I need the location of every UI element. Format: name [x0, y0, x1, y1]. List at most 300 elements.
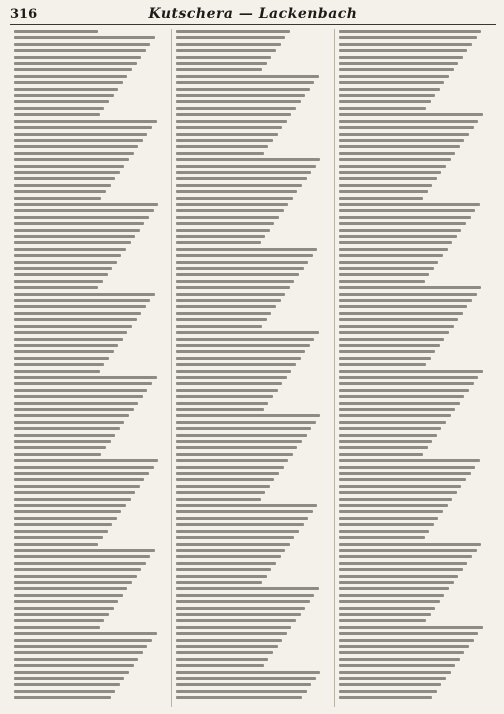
- directory-entry: [176, 426, 329, 432]
- directory-entry: [339, 35, 492, 41]
- entry-placeholder: [14, 273, 108, 276]
- entry-placeholder: [176, 523, 303, 526]
- entry-placeholder: [14, 267, 112, 270]
- entry-placeholder: [176, 696, 302, 699]
- entry-placeholder: [176, 664, 263, 667]
- entry-placeholder: [339, 568, 463, 571]
- entry-placeholder: [339, 280, 425, 283]
- entry-placeholder: [176, 690, 306, 693]
- entry-placeholder: [176, 273, 299, 276]
- directory-entry: [176, 682, 329, 688]
- directory-entry: [14, 458, 167, 464]
- entry-placeholder: [176, 267, 303, 270]
- directory-entry: [176, 330, 329, 336]
- entry-placeholder: [176, 62, 266, 65]
- entry-placeholder: [339, 523, 434, 526]
- entry-placeholder: [339, 293, 477, 296]
- entry-placeholder: [14, 171, 120, 174]
- entry-placeholder: [14, 312, 141, 315]
- entry-placeholder: [339, 254, 443, 257]
- entry-placeholder: [14, 568, 141, 571]
- entry-placeholder: [14, 491, 135, 494]
- entry-placeholder: [14, 696, 111, 699]
- running-title: Kutschera — Lackenbach: [148, 6, 358, 22]
- entry-placeholder: [176, 139, 273, 142]
- entry-placeholder: [339, 530, 429, 533]
- entry-placeholder: [339, 152, 456, 155]
- entry-placeholder: [14, 241, 131, 244]
- entry-placeholder: [14, 216, 149, 219]
- entry-placeholder: [14, 517, 117, 520]
- entry-placeholder: [176, 446, 297, 449]
- entry-placeholder: [176, 318, 266, 321]
- entry-placeholder: [176, 113, 291, 116]
- entry-placeholder: [14, 619, 104, 622]
- entry-placeholder: [14, 293, 155, 296]
- directory-entry: [14, 35, 167, 41]
- entry-placeholder: [176, 357, 300, 360]
- entry-placeholder: [176, 241, 260, 244]
- entry-placeholder: [339, 49, 468, 52]
- entry-placeholder: [176, 56, 271, 59]
- directory-column-1: [10, 29, 171, 707]
- entry-placeholder: [339, 216, 471, 219]
- entry-placeholder: [176, 120, 286, 123]
- entry-placeholder: [339, 395, 465, 398]
- entry-placeholder: [14, 594, 123, 597]
- entry-placeholder: [176, 36, 285, 39]
- directory-entry: [339, 369, 492, 375]
- entry-placeholder: [14, 613, 109, 616]
- entry-placeholder: [176, 478, 274, 481]
- directory-entry: [176, 337, 329, 343]
- entry-placeholder: [176, 536, 294, 539]
- entry-placeholder: [176, 229, 270, 232]
- entry-placeholder: [176, 472, 279, 475]
- entry-placeholder: [339, 408, 456, 411]
- entry-placeholder: [14, 222, 144, 225]
- entry-placeholder: [14, 472, 149, 475]
- entry-placeholder: [176, 498, 260, 501]
- entry-placeholder: [14, 382, 152, 385]
- entry-placeholder: [176, 293, 285, 296]
- directory-entry: [14, 48, 167, 54]
- entry-placeholder: [339, 626, 483, 629]
- entry-placeholder: [14, 690, 115, 693]
- entry-placeholder: [339, 472, 471, 475]
- entry-placeholder: [339, 235, 457, 238]
- entry-placeholder: [14, 81, 123, 84]
- entry-placeholder: [339, 632, 479, 635]
- entry-placeholder: [176, 530, 299, 533]
- entry-placeholder: [339, 126, 474, 129]
- directory-entry: [14, 208, 167, 214]
- entry-placeholder: [339, 88, 440, 91]
- entry-placeholder: [339, 581, 454, 584]
- entry-placeholder: [14, 530, 108, 533]
- entry-placeholder: [176, 350, 305, 353]
- directory-entry: [14, 695, 167, 701]
- entry-placeholder: [14, 600, 118, 603]
- entry-placeholder: [14, 286, 98, 289]
- entry-placeholder: [176, 305, 276, 308]
- entry-placeholder: [339, 376, 479, 379]
- directory-entry: [176, 157, 329, 163]
- entry-placeholder: [14, 350, 114, 353]
- entry-placeholder: [339, 107, 426, 110]
- entry-placeholder: [176, 645, 277, 648]
- entry-placeholder: [14, 504, 126, 507]
- entry-placeholder: [176, 613, 300, 616]
- entry-placeholder: [176, 370, 291, 373]
- entry-placeholder: [176, 88, 309, 91]
- entry-placeholder: [339, 133, 469, 136]
- entry-placeholder: [176, 235, 265, 238]
- entry-placeholder: [176, 43, 280, 46]
- entry-placeholder: [14, 485, 140, 488]
- entry-placeholder: [339, 305, 468, 308]
- entry-placeholder: [176, 171, 311, 174]
- entry-placeholder: [176, 280, 294, 283]
- entry-placeholder: [339, 600, 440, 603]
- entry-placeholder: [176, 107, 296, 110]
- entry-placeholder: [176, 466, 283, 469]
- entry-placeholder: [176, 510, 312, 513]
- entry-placeholder: [14, 43, 150, 46]
- entry-placeholder: [176, 440, 302, 443]
- entry-placeholder: [339, 498, 452, 501]
- directory-entry: [176, 509, 329, 515]
- entry-placeholder: [176, 325, 262, 328]
- entry-placeholder: [339, 68, 454, 71]
- entry-placeholder: [176, 30, 289, 33]
- entry-placeholder: [339, 139, 465, 142]
- entry-placeholder: [14, 523, 112, 526]
- entry-placeholder: [339, 222, 466, 225]
- entry-placeholder: [176, 671, 320, 674]
- entry-placeholder: [339, 241, 452, 244]
- entry-placeholder: [339, 344, 440, 347]
- entry-placeholder: [339, 209, 475, 212]
- entry-placeholder: [14, 632, 157, 635]
- entry-placeholder: [339, 286, 482, 289]
- page-number: 316: [10, 7, 38, 22]
- entry-placeholder: [339, 517, 439, 520]
- page-header: [10, 6, 496, 25]
- entry-placeholder: [14, 62, 137, 65]
- entry-placeholder: [14, 581, 132, 584]
- entry-placeholder: [339, 229, 462, 232]
- entry-placeholder: [339, 671, 451, 674]
- entry-placeholder: [176, 459, 288, 462]
- entry-placeholder: [339, 440, 433, 443]
- entry-placeholder: [14, 331, 127, 334]
- entry-placeholder: [14, 88, 118, 91]
- entry-placeholder: [339, 690, 437, 693]
- entry-placeholder: [176, 632, 286, 635]
- entry-placeholder: [339, 421, 446, 424]
- entry-placeholder: [176, 49, 276, 52]
- directory-entry: [14, 631, 167, 637]
- entry-placeholder: [14, 357, 109, 360]
- entry-placeholder: [176, 184, 302, 187]
- entry-placeholder: [176, 338, 314, 341]
- entry-placeholder: [339, 338, 445, 341]
- entry-placeholder: [339, 75, 449, 78]
- entry-placeholder: [176, 152, 263, 155]
- directory-entry: [339, 542, 492, 548]
- entry-placeholder: [339, 81, 445, 84]
- entry-placeholder: [339, 36, 477, 39]
- entry-placeholder: [176, 133, 277, 136]
- entry-placeholder: [176, 414, 320, 417]
- entry-placeholder: [14, 107, 104, 110]
- entry-placeholder: [14, 395, 143, 398]
- entry-placeholder: [339, 434, 437, 437]
- entry-placeholder: [176, 555, 280, 558]
- directory-entry: [14, 125, 167, 131]
- directory-entry: [339, 458, 492, 464]
- entry-placeholder: [339, 203, 480, 206]
- entry-placeholder: [339, 696, 433, 699]
- entry-placeholder: [176, 581, 262, 584]
- directory-entry: [339, 208, 492, 214]
- entry-placeholder: [176, 434, 306, 437]
- entry-placeholder: [14, 145, 138, 148]
- entry-placeholder: [14, 389, 147, 392]
- entry-placeholder: [14, 75, 127, 78]
- entry-placeholder: [14, 209, 154, 212]
- entry-placeholder: [14, 133, 147, 136]
- entry-placeholder: [176, 395, 273, 398]
- entry-placeholder: [14, 440, 111, 443]
- entry-placeholder: [14, 575, 137, 578]
- directory-entry: [14, 304, 167, 310]
- entry-placeholder: [14, 280, 103, 283]
- entry-placeholder: [176, 408, 263, 411]
- entry-placeholder: [14, 408, 134, 411]
- entry-placeholder: [14, 203, 158, 206]
- entry-placeholder: [14, 30, 98, 33]
- entry-placeholder: [14, 344, 118, 347]
- entry-placeholder: [339, 683, 442, 686]
- entry-placeholder: [176, 575, 266, 578]
- entry-placeholder: [339, 651, 465, 654]
- entry-placeholder: [339, 664, 456, 667]
- entry-placeholder: [176, 331, 319, 334]
- entry-placeholder: [176, 197, 293, 200]
- entry-placeholder: [339, 120, 479, 123]
- entry-placeholder: [176, 562, 276, 565]
- entry-placeholder: [14, 152, 134, 155]
- entry-placeholder: [339, 414, 451, 417]
- entry-placeholder: [176, 453, 293, 456]
- entry-placeholder: [14, 325, 132, 328]
- entry-placeholder: [339, 382, 474, 385]
- entry-placeholder: [339, 370, 483, 373]
- entry-placeholder: [339, 100, 431, 103]
- directory-entry: [176, 164, 329, 170]
- entry-placeholder: [14, 498, 131, 501]
- entry-placeholder: [339, 145, 460, 148]
- entry-placeholder: [14, 126, 152, 129]
- entry-placeholder: [339, 325, 454, 328]
- directory-columns: [10, 29, 496, 707]
- entry-placeholder: [339, 677, 446, 680]
- entry-placeholder: [176, 222, 274, 225]
- entry-placeholder: [339, 171, 442, 174]
- entry-placeholder: [14, 510, 121, 513]
- entry-placeholder: [176, 299, 280, 302]
- entry-placeholder: [14, 549, 155, 552]
- entry-placeholder: [176, 177, 306, 180]
- entry-placeholder: [339, 639, 474, 642]
- entry-placeholder: [176, 248, 317, 251]
- entry-placeholder: [176, 607, 305, 610]
- entry-placeholder: [14, 587, 127, 590]
- entry-placeholder: [14, 248, 126, 251]
- entry-placeholder: [176, 587, 319, 590]
- entry-placeholder: [176, 600, 309, 603]
- entry-placeholder: [14, 414, 129, 417]
- entry-placeholder: [339, 165, 446, 168]
- entry-placeholder: [339, 619, 426, 622]
- entry-placeholder: [14, 56, 141, 59]
- entry-placeholder: [176, 216, 279, 219]
- entry-placeholder: [14, 120, 157, 123]
- entry-placeholder: [14, 113, 100, 116]
- entry-placeholder: [14, 639, 152, 642]
- directory-entry: [339, 631, 492, 637]
- entry-placeholder: [176, 81, 314, 84]
- entry-placeholder: [339, 56, 463, 59]
- entry-placeholder: [339, 543, 482, 546]
- entry-placeholder: [339, 459, 480, 462]
- entry-placeholder: [339, 645, 469, 648]
- entry-placeholder: [176, 376, 286, 379]
- entry-placeholder: [339, 504, 448, 507]
- entry-placeholder: [339, 594, 445, 597]
- entry-placeholder: [339, 491, 457, 494]
- directory-entry: [176, 599, 329, 605]
- entry-placeholder: [339, 158, 451, 161]
- entry-placeholder: [176, 421, 316, 424]
- entry-placeholder: [14, 664, 134, 667]
- entry-placeholder: [176, 491, 265, 494]
- entry-placeholder: [339, 446, 428, 449]
- entry-placeholder: [339, 299, 472, 302]
- directory-entry: [14, 554, 167, 560]
- entry-placeholder: [176, 261, 308, 264]
- entry-placeholder: [339, 350, 436, 353]
- entry-placeholder: [176, 158, 320, 161]
- entry-placeholder: [14, 235, 135, 238]
- entry-placeholder: [14, 139, 143, 142]
- entry-placeholder: [14, 190, 106, 193]
- entry-placeholder: [339, 658, 460, 661]
- entry-placeholder: [176, 543, 289, 546]
- entry-placeholder: [14, 158, 129, 161]
- entry-placeholder: [14, 453, 101, 456]
- entry-placeholder: [14, 555, 150, 558]
- entry-placeholder: [14, 543, 98, 546]
- entry-placeholder: [176, 126, 282, 129]
- directory-entry: [339, 112, 492, 118]
- entry-placeholder: [339, 427, 442, 430]
- directory-entry: [176, 586, 329, 592]
- entry-placeholder: [339, 485, 462, 488]
- entry-placeholder: [339, 331, 449, 334]
- entry-placeholder: [339, 273, 429, 276]
- entry-placeholder: [339, 357, 431, 360]
- entry-placeholder: [14, 683, 120, 686]
- entry-placeholder: [14, 658, 138, 661]
- directory-entry: [339, 285, 492, 291]
- entry-placeholder: [176, 312, 271, 315]
- entry-placeholder: [339, 261, 439, 264]
- entry-placeholder: [14, 434, 115, 437]
- entry-placeholder: [339, 402, 460, 405]
- entry-placeholder: [14, 68, 132, 71]
- entry-placeholder: [339, 363, 426, 366]
- entry-placeholder: [14, 261, 117, 264]
- entry-placeholder: [176, 344, 309, 347]
- entry-placeholder: [176, 626, 291, 629]
- entry-placeholder: [339, 478, 466, 481]
- entry-placeholder: [14, 645, 147, 648]
- directory-entry: [14, 381, 167, 387]
- entry-placeholder: [14, 427, 120, 430]
- entry-placeholder: [14, 671, 129, 674]
- directory-entry: [176, 80, 329, 86]
- entry-placeholder: [14, 459, 158, 462]
- entry-placeholder: [176, 68, 262, 71]
- entry-placeholder: [176, 190, 297, 193]
- entry-placeholder: [176, 658, 268, 661]
- entry-placeholder: [339, 536, 425, 539]
- directory-entry: [339, 125, 492, 131]
- entry-placeholder: [339, 113, 483, 116]
- entry-placeholder: [339, 466, 475, 469]
- directory-entry: [339, 695, 492, 701]
- directory-entry: [14, 132, 167, 138]
- entry-placeholder: [339, 184, 433, 187]
- entry-placeholder: [14, 177, 115, 180]
- entry-placeholder: [14, 376, 157, 379]
- entry-placeholder: [339, 510, 443, 513]
- entry-placeholder: [14, 318, 137, 321]
- entry-placeholder: [339, 62, 459, 65]
- entry-placeholder: [14, 536, 103, 539]
- entry-placeholder: [339, 575, 459, 578]
- entry-placeholder: [176, 203, 288, 206]
- entry-placeholder: [176, 254, 312, 257]
- directory-column-3: [334, 29, 496, 707]
- entry-placeholder: [14, 363, 104, 366]
- entry-placeholder: [339, 549, 477, 552]
- entry-placeholder: [176, 427, 311, 430]
- entry-placeholder: [14, 100, 109, 103]
- entry-placeholder: [339, 43, 472, 46]
- entry-placeholder: [339, 318, 459, 321]
- entry-placeholder: [339, 607, 436, 610]
- entry-placeholder: [176, 504, 317, 507]
- entry-placeholder: [176, 639, 282, 642]
- entry-placeholder: [176, 549, 285, 552]
- entry-placeholder: [176, 651, 273, 654]
- entry-placeholder: [339, 312, 463, 315]
- entry-placeholder: [14, 229, 140, 232]
